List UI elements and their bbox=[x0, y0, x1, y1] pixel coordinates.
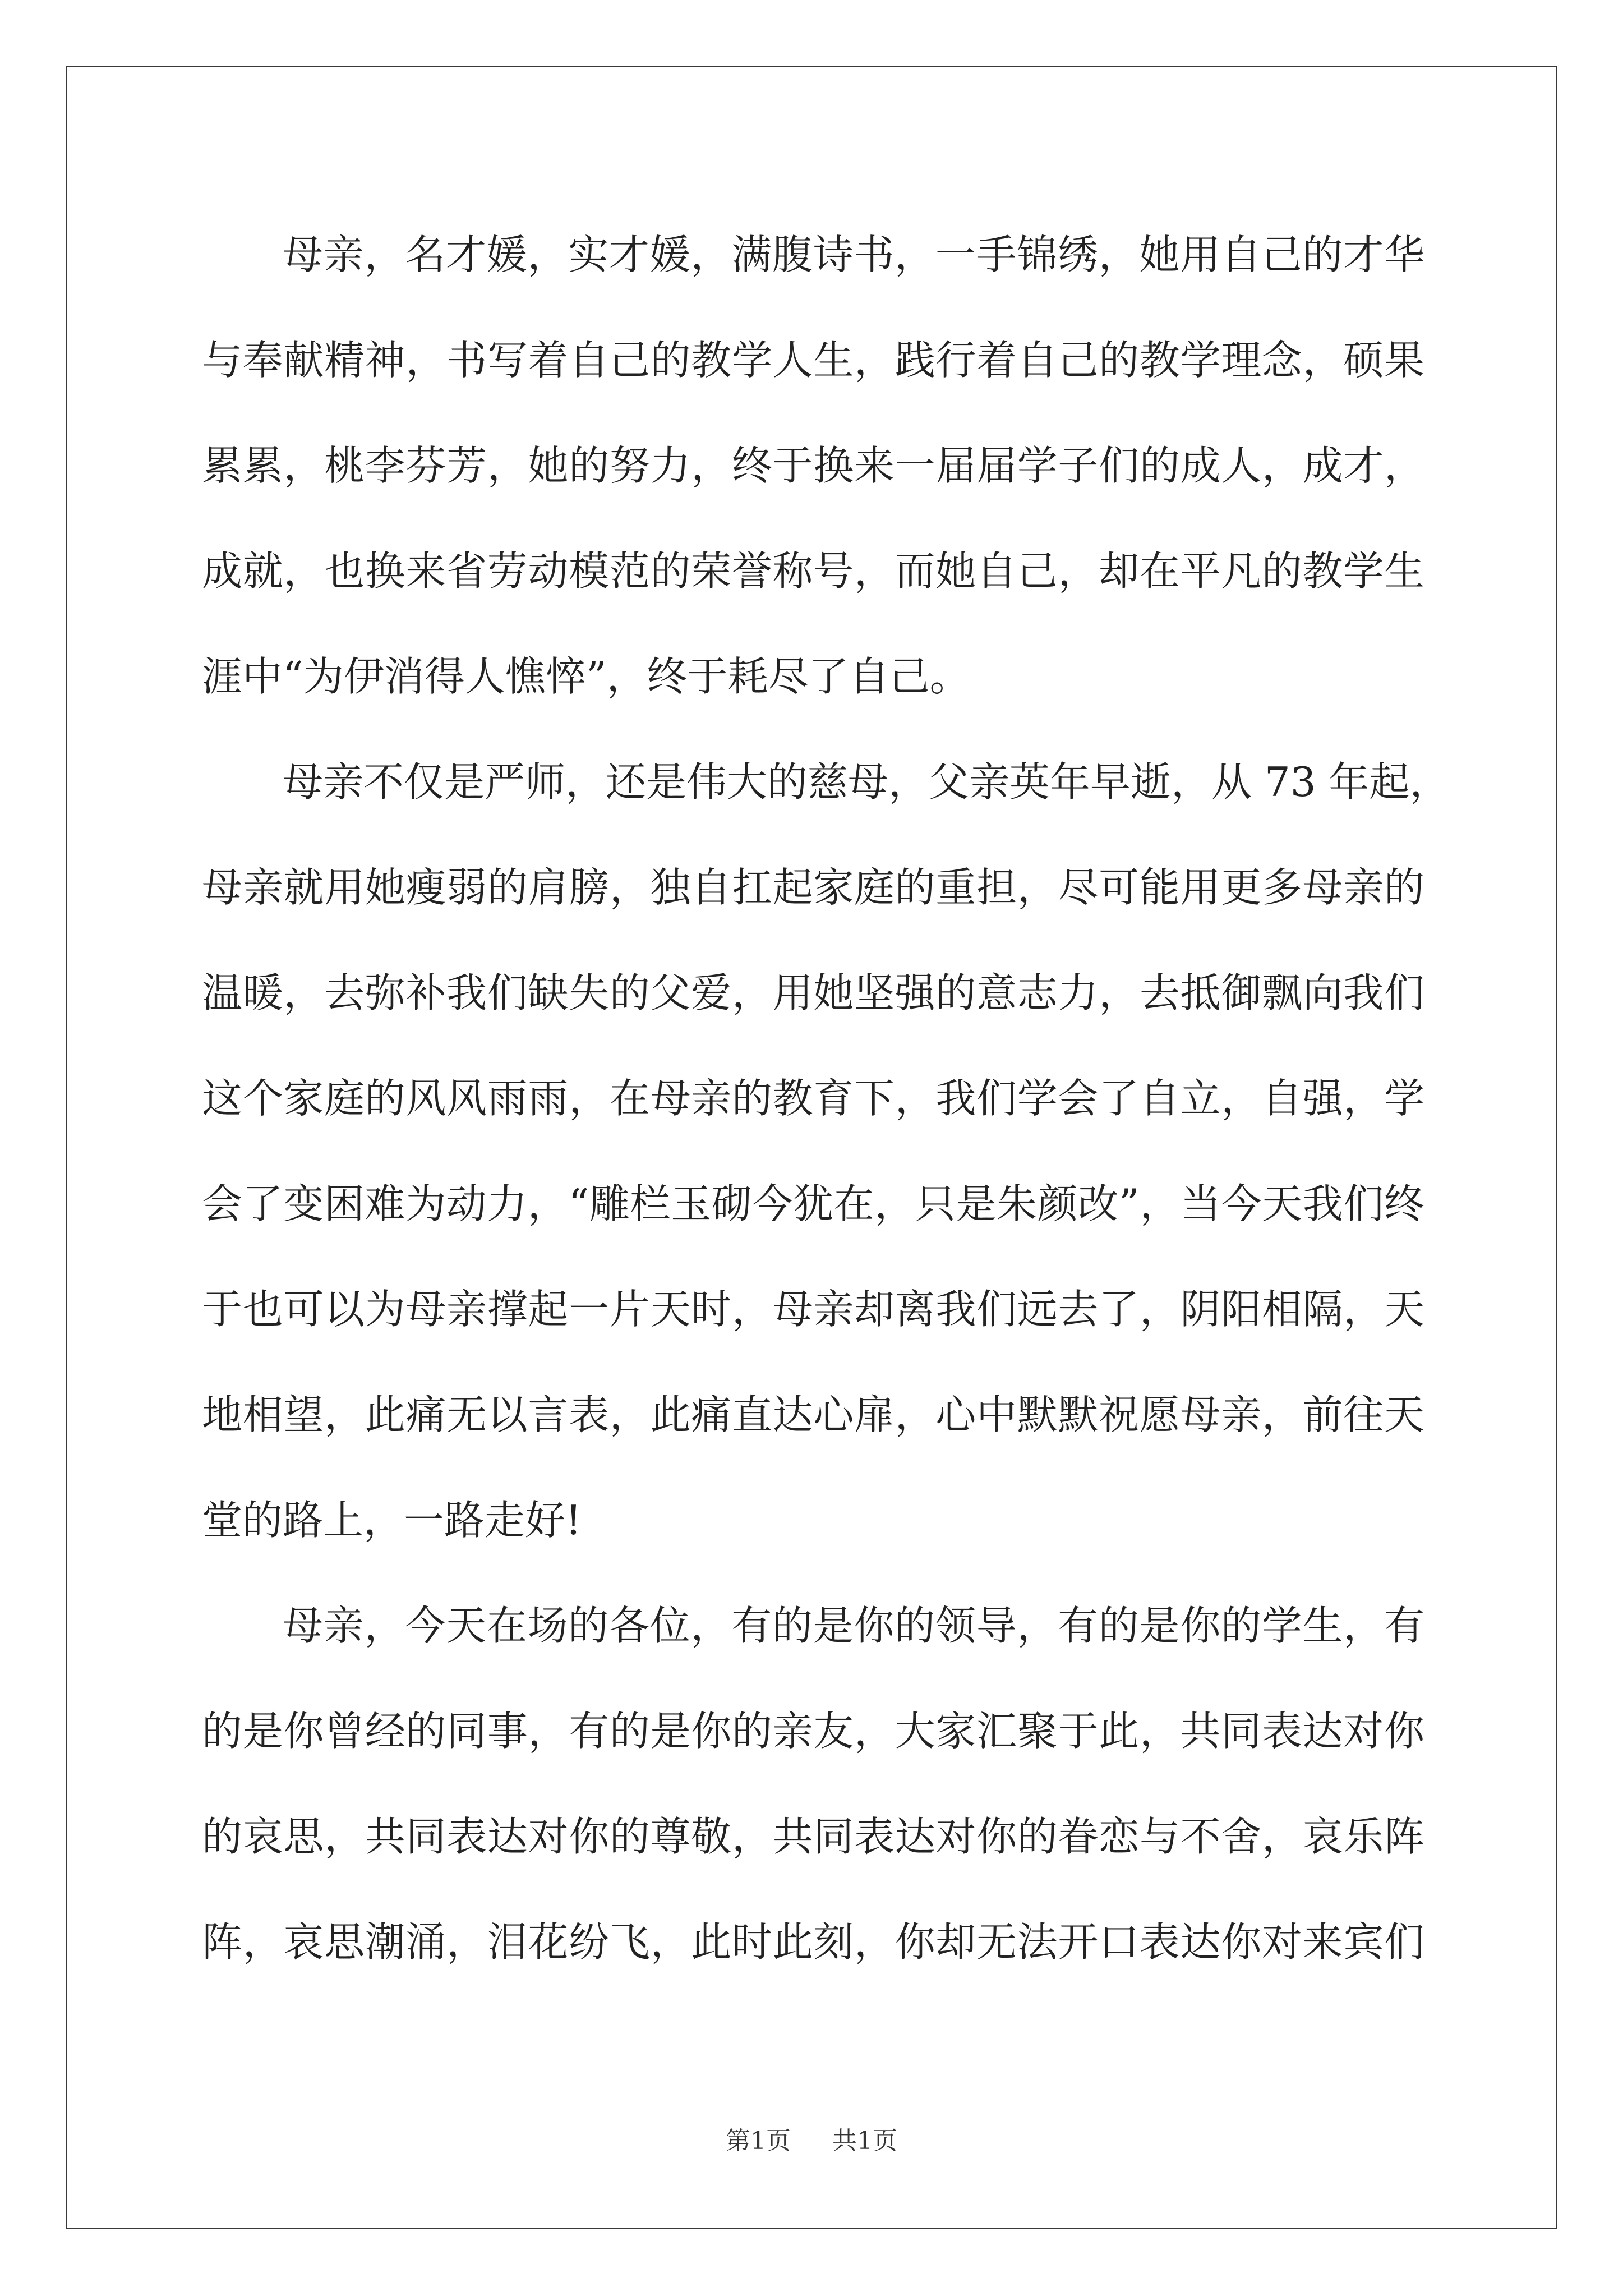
paragraph-2 bbox=[202, 729, 1450, 1573]
text-line: 这个家庭的风风雨雨，在母亲的教育下，我们学会了自立，自强，学 bbox=[202, 1075, 1424, 1122]
text-line: 母亲就用她瘦弱的肩膀，独自扛起家庭的重担，尽可能用更多母亲的 bbox=[202, 864, 1424, 911]
text-line: 阵，哀思潮涌，泪花纷飞，此时此刻，你却无法开口表达你对来宾们 bbox=[202, 1918, 1424, 1966]
text-line: 母亲不仅是严师，还是伟大的慈母，父亲英年早逝，从 73 年起， bbox=[283, 758, 1450, 806]
text-line: 于也可以为母亲撑起一片天时，母亲却离我们远去了，阴阳相隔，天 bbox=[202, 1286, 1424, 1333]
paragraph-1 bbox=[202, 202, 1424, 729]
page-footer bbox=[0, 2120, 1623, 2156]
text-line: 地相望，此痛无以言表，此痛直达心扉，心中默默祝愿母亲，前往天 bbox=[202, 1391, 1424, 1438]
text-line: 温暖，去弥补我们缺失的父爱，用她坚强的意志力，去抵御飘向我们 bbox=[202, 969, 1424, 1016]
text-line: 成就，也换来省劳动模范的荣誉称号，而她自己，却在平凡的教学生 bbox=[202, 547, 1424, 595]
page-total: 共1页 bbox=[832, 2127, 897, 2155]
text-line: 的哀思，共同表达对你的尊敬，共同表达对你的眷恋与不舍，哀乐阵 bbox=[202, 1813, 1424, 1860]
text-line: 累累，桃李芬芳，她的努力，终于换来一届届学子们的成人，成才， bbox=[202, 442, 1424, 489]
text-line: 与奉献精神，书写着自己的教学人生，践行着自己的教学理念，硕果 bbox=[202, 337, 1424, 384]
document-body bbox=[202, 202, 1450, 1995]
page-number: 第1页 bbox=[726, 2127, 791, 2155]
text-line: 会了变困难为动力，“雕栏玉砌今犹在，只是朱颜改”，当今天我们终 bbox=[202, 1180, 1424, 1227]
text-line: 母亲，今天在场的各位，有的是你的领导，有的是你的学生，有 bbox=[283, 1602, 1424, 1649]
text-line: 涯中“为伊消得人憔悴”，终于耗尽了自己。 bbox=[202, 653, 970, 700]
text-line: 的是你曾经的同事，有的是你的亲友，大家汇聚于此，共同表达对你 bbox=[202, 1708, 1424, 1755]
text-line: 堂的路上，一路走好! bbox=[202, 1497, 582, 1544]
paragraph-3 bbox=[202, 1573, 1424, 1995]
text-line: 母亲，名才媛，实才媛，满腹诗书，一手锦绣，她用自己的才华 bbox=[283, 231, 1424, 278]
